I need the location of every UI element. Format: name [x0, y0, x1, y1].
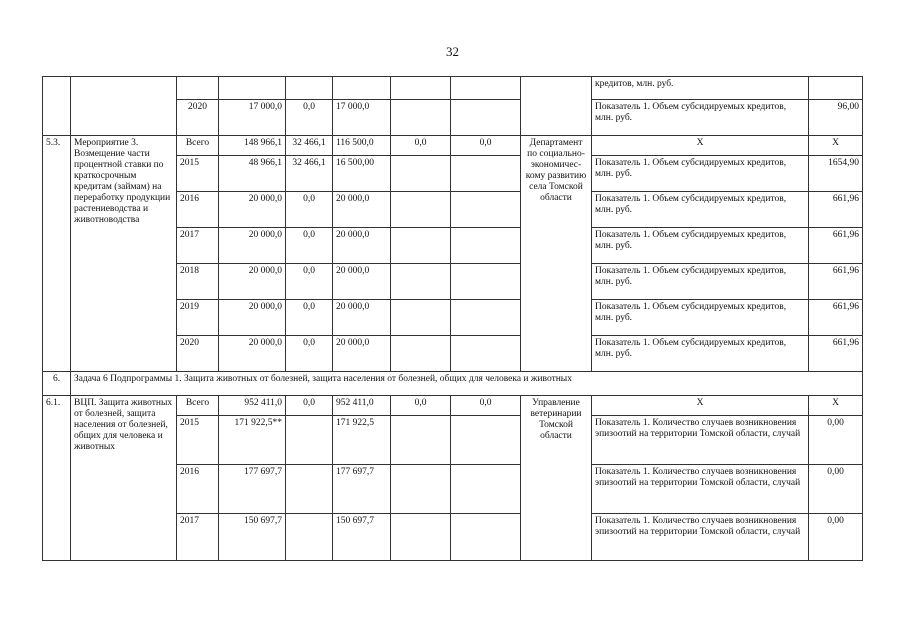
- name-cell: [71, 77, 177, 136]
- extra-cell: [451, 192, 521, 228]
- executor-cell: Департамент по социально-экономичес-кому развитию села Томской области: [521, 136, 592, 372]
- value-cell: 661,96: [809, 300, 863, 336]
- total-cell: 17 000,0: [219, 100, 286, 136]
- extra-cell: 0,0: [451, 396, 521, 416]
- local-cell: [391, 336, 451, 372]
- local-cell: 0,0: [391, 396, 451, 416]
- federal-cell: 0,0: [286, 264, 333, 300]
- indicator-cell: Показатель 1. Объем субсидируемых кредитов, млн. руб.: [592, 336, 809, 372]
- year-cell: 2020: [177, 336, 219, 372]
- local-cell: [391, 192, 451, 228]
- total-cell: 148 966,1: [219, 136, 286, 156]
- local-cell: [391, 156, 451, 192]
- task-title-cell: Задача 6 Подпрограммы 1. Защита животных от болезней, защита населения от болезней, общих для человека и животных: [71, 372, 863, 396]
- total-cell: 952 411,0: [219, 396, 286, 416]
- value-cell: Х: [809, 396, 863, 416]
- extra-cell: [451, 514, 521, 561]
- regional-cell: 17 000,0: [333, 100, 391, 136]
- total-cell: 20 000,0: [219, 228, 286, 264]
- name-cell: Мероприятие 3. Возмещение части процентной ставки по краткосрочным кредитам (займам) на переработку продукции растениеводства и животноводства: [71, 136, 177, 372]
- value-cell: 0,00: [809, 514, 863, 561]
- regional-cell: 20 000,0: [333, 264, 391, 300]
- regional-cell: 20 000,0: [333, 228, 391, 264]
- total-cell: 48 966,1: [219, 156, 286, 192]
- total-cell: 20 000,0: [219, 300, 286, 336]
- regional-cell: 177 697,7: [333, 465, 391, 514]
- num-cell: 5.3.: [43, 136, 71, 372]
- year-cell: 2017: [177, 514, 219, 561]
- local-cell: [391, 77, 451, 100]
- federal-cell: 0,0: [286, 228, 333, 264]
- extra-cell: [451, 416, 521, 465]
- num-cell: 6.1.: [43, 396, 71, 561]
- value-cell: [809, 77, 863, 100]
- total-cell: 171 922,5**: [219, 416, 286, 465]
- value-cell: 96,00: [809, 100, 863, 136]
- extra-cell: [451, 156, 521, 192]
- value-cell: 661,96: [809, 192, 863, 228]
- regional-cell: 150 697,7: [333, 514, 391, 561]
- table-body: [43, 77, 863, 561]
- year-cell: 2015: [177, 416, 219, 465]
- federal-cell: 0,0: [286, 192, 333, 228]
- year-cell: 2017: [177, 228, 219, 264]
- value-cell: 661,96: [809, 264, 863, 300]
- extra-cell: [451, 264, 521, 300]
- page-number: 32: [446, 44, 459, 59]
- extra-cell: [451, 77, 521, 100]
- federal-cell: [286, 465, 333, 514]
- indicator-cell: Показатель 1. Количество случаев возникновения эпизоотий на территории Томской области, случай: [592, 416, 809, 465]
- total-cell: 20 000,0: [219, 192, 286, 228]
- extra-cell: [451, 228, 521, 264]
- program-table: [42, 76, 863, 561]
- total-cell: 177 697,7: [219, 465, 286, 514]
- local-cell: [391, 100, 451, 136]
- value-cell: Х: [809, 136, 863, 156]
- regional-cell: 20 000,0: [333, 300, 391, 336]
- indicator-cell: Х: [592, 396, 809, 416]
- table-row: [43, 396, 863, 416]
- federal-cell: [286, 514, 333, 561]
- total-cell: 20 000,0: [219, 336, 286, 372]
- table-row: [43, 136, 863, 156]
- indicator-cell: Показатель 1. Объем субсидируемых кредитов, млн. руб.: [592, 100, 809, 136]
- executor-cell: Управление ветеринарии Томской области: [521, 396, 592, 561]
- regional-cell: 116 500,0: [333, 136, 391, 156]
- year-cell: 2016: [177, 192, 219, 228]
- total-cell: 150 697,7: [219, 514, 286, 561]
- year-cell: Всего: [177, 136, 219, 156]
- local-cell: [391, 228, 451, 264]
- year-cell: 2016: [177, 465, 219, 514]
- value-cell: 1654,90: [809, 156, 863, 192]
- regional-cell: 16 500,00: [333, 156, 391, 192]
- local-cell: 0,0: [391, 136, 451, 156]
- regional-cell: 952 411,0: [333, 396, 391, 416]
- year-cell: [177, 77, 219, 100]
- value-cell: 661,96: [809, 228, 863, 264]
- year-cell: 2019: [177, 300, 219, 336]
- indicator-cell: Показатель 1. Количество случаев возникновения эпизоотий на территории Томской области, случай: [592, 465, 809, 514]
- regional-cell: 20 000,0: [333, 192, 391, 228]
- regional-cell: [333, 77, 391, 100]
- regional-cell: 171 922,5: [333, 416, 391, 465]
- year-cell: 2015: [177, 156, 219, 192]
- indicator-cell: Показатель 1. Количество случаев возникновения эпизоотий на территории Томской области, случай: [592, 514, 809, 561]
- indicator-cell: Показатель 1. Объем субсидируемых кредитов, млн. руб.: [592, 156, 809, 192]
- local-cell: [391, 514, 451, 561]
- extra-cell: [451, 100, 521, 136]
- local-cell: [391, 264, 451, 300]
- task-num-cell: 6.: [43, 372, 71, 396]
- value-cell: 661,96: [809, 336, 863, 372]
- extra-cell: 0,0: [451, 136, 521, 156]
- regional-cell: 20 000,0: [333, 336, 391, 372]
- indicator-cell: Показатель 1. Объем субсидируемых кредитов, млн. руб.: [592, 228, 809, 264]
- local-cell: [391, 416, 451, 465]
- indicator-cell: Показатель 1. Объем субсидируемых кредитов, млн. руб.: [592, 192, 809, 228]
- federal-cell: 0,0: [286, 396, 333, 416]
- local-cell: [391, 465, 451, 514]
- local-cell: [391, 300, 451, 336]
- total-cell: 20 000,0: [219, 264, 286, 300]
- year-cell: 2018: [177, 264, 219, 300]
- federal-cell: [286, 77, 333, 100]
- federal-cell: 0,0: [286, 100, 333, 136]
- num-cell: [43, 77, 71, 136]
- year-cell: Всего: [177, 396, 219, 416]
- table-row: [43, 77, 863, 100]
- indicator-cell: Показатель 1. Объем субсидируемых кредитов, млн. руб.: [592, 300, 809, 336]
- indicator-cell: Х: [592, 136, 809, 156]
- value-cell: 0,00: [809, 416, 863, 465]
- indicator-cell: Показатель 1. Объем субсидируемых кредитов, млн. руб.: [592, 264, 809, 300]
- table-row: [43, 372, 863, 396]
- federal-cell: [286, 416, 333, 465]
- federal-cell: 32 466,1: [286, 136, 333, 156]
- year-cell: 2020: [177, 100, 219, 136]
- federal-cell: 32 466,1: [286, 156, 333, 192]
- federal-cell: 0,0: [286, 336, 333, 372]
- total-cell: [219, 77, 286, 100]
- indicator-cell: кредитов, млн. руб.: [592, 77, 809, 100]
- executor-cell: [521, 77, 592, 136]
- value-cell: 0,00: [809, 465, 863, 514]
- federal-cell: 0,0: [286, 300, 333, 336]
- name-cell: ВЦП. Защита животных от болезней, защита населения от болезней, общих для человека и животных: [71, 396, 177, 561]
- extra-cell: [451, 300, 521, 336]
- extra-cell: [451, 465, 521, 514]
- extra-cell: [451, 336, 521, 372]
